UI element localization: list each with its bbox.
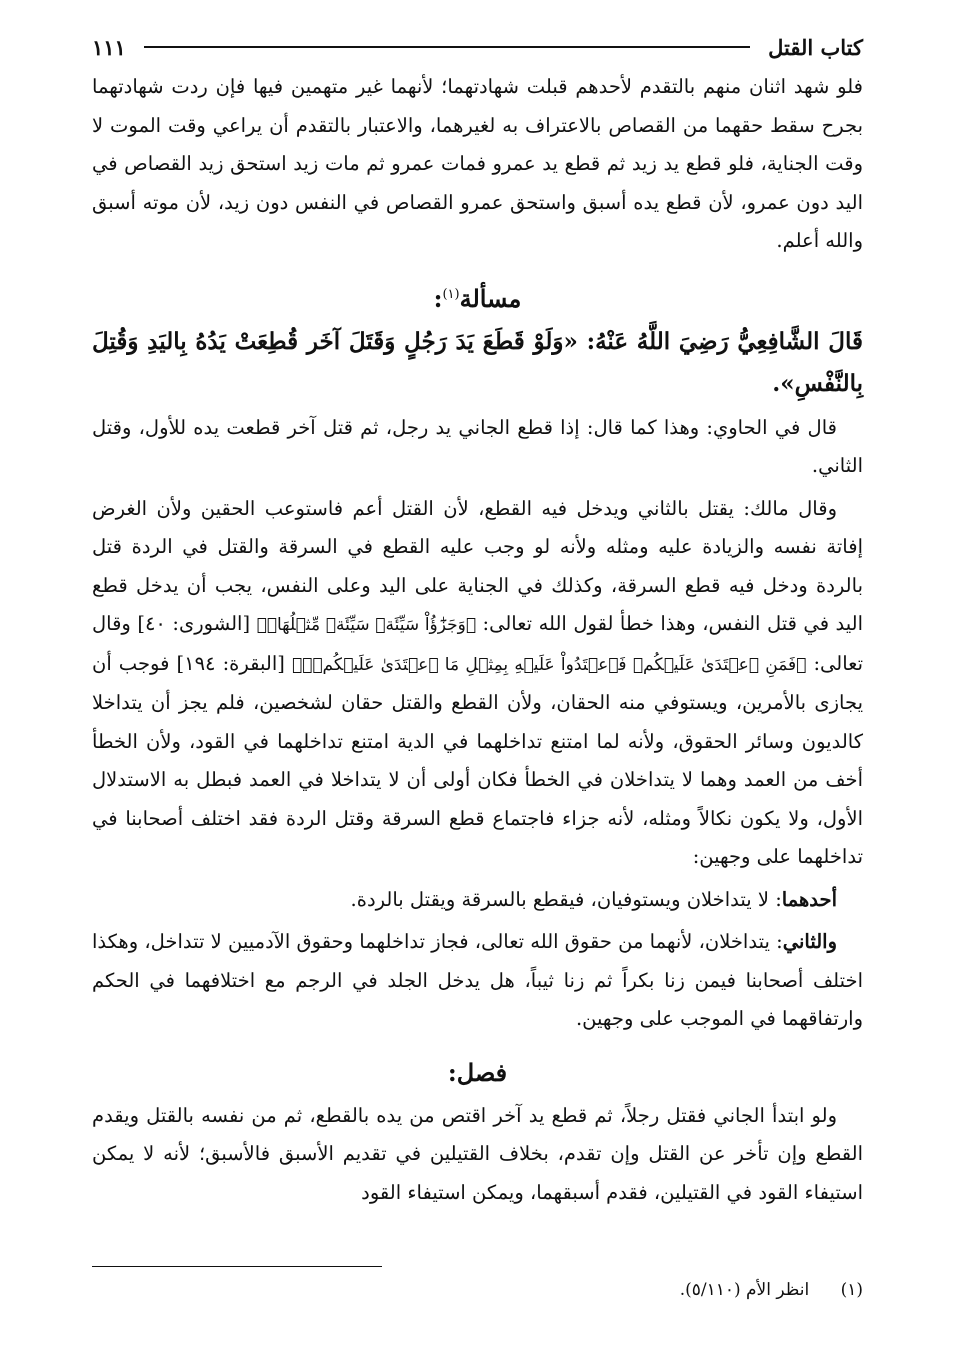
footnote-divider (92, 1266, 382, 1267)
matn-text: قَالَ الشَّافِعِيُّ رَضِيَ اللَّهُ عَنْهُ: «وَلَوْ قَطَعَ يَدَ رَجُلٍ وَقَتَلَ آخَر قُطِعَتْ يَدُهُ بِاليَدِ وَقُتِلَ بِالنَّفْسِ». (92, 327, 863, 397)
malik-text-b: [الشورى: ٤٠] وقال تعالى: (92, 612, 864, 675)
second-opinion (92, 923, 863, 1039)
quran-verse-shura: ﴿وَجَزَٰٓؤُاْ سَيِّئَةٖ سَيِّئَةٞ مِّثۡلُهَاۚ﴾ (256, 615, 477, 635)
hawi-paragraph: قال في الحاوي: وهذا كما قال: إذا قطع الجاني يد رجل، ثم قتل آخر قطعت يده للأول، وقتل الثاني. (92, 415, 863, 477)
malik-text-c: [البقرة: ١٩٤] فوجب أن يجازى بالأمرين، ويستوفي منه الحقان، ولأن القطع والقتل حقان لشخصين، فلم يجز أن يتداخلا كالديون وسائر الحقوق، ولأنه لما امتنع تداخلهما في الدية امتنع تداخلهما في القود، ولأن الخطأ أخف من العمد وهما لا يتداخلان في الخطأ فكان أولى أن لا يتداخلا في العمد فبطل به الاستدلال الأول، ولا يكون نكالاً ومثله، لأنه جزاء فاجتماع قطع السرقة وقتل الردة فقد اختلف أصحابنا في تداخلهما على وجهين: (92, 651, 863, 868)
masala-heading (92, 275, 863, 319)
malik-text-a: وقال مالك: يقتل بالثاني ويدخل فيه القطع، لأن القتل أعم فاستوعب الحقين ولأن الغرض إفاتة نفسه والزيادة عليه ومثله ولأنه لو وجب عليه القطع في السرقة والقتل في الردة قتل بالردة ودخل فيه قطع السرقة، وكذلك في الجناية على اليد وعلى النفس، يجب أن يدخل قطع اليد في قتل النفس، وهذا خطأ لقول الله تعالى: (92, 496, 863, 635)
footnote (680, 1280, 863, 1300)
book-title: كتاب القتل (768, 34, 863, 60)
opening-paragraph: فلو شهد اثنان منهم بالتقدم لأحدهم قبلت شهادتهما؛ لأنهما غير متهمين فيها فإن ردت شهادتهما بجرح سقط حقهما من القصاص بالاعتراف به لغيرهما، والاعتبار بالتقدم أن يراعي وقت الموت لا وقت الجناية، فلو قطع يد زيد ثم قطع يد عمرو فمات عمرو ثم مات زيد استحق زيد القصاص في اليد دون عمرو، لأن قطع يده أسبق واستحق عمرو القصاص في النفس دون زيد، لأن موته أسبق والله أعلم. (92, 75, 863, 252)
second-opinion-label: والثاني (782, 930, 837, 953)
first-opinion-text: : لا يتداخلان ويستوفيان، فيقطع بالسرقة ويقتل بالردة. (350, 887, 782, 911)
header-rule (144, 46, 750, 48)
quran-verse-baqara: ﴿فَمَنِ ٱعۡتَدَىٰ عَلَيۡكُمۡ فَٱعۡتَدُواْ عَلَيۡهِ بِمِثۡلِ مَا ٱعۡتَدَىٰ عَلَيۡكُمۡۚ﴾ (291, 654, 807, 675)
masala-heading-colon: : (433, 283, 443, 313)
footnote-number: (١) (840, 1280, 863, 1300)
page-number: ١١١ (92, 34, 126, 60)
footnote-text: انظر الأم (٥/١١٠). (679, 1280, 810, 1300)
book-page (92, 30, 863, 1212)
footnote-ref[interactable]: (١) (442, 286, 460, 302)
first-opinion-label: أحدهما (781, 887, 837, 911)
running-header (92, 30, 863, 64)
masala-heading-text: مسألة (459, 283, 522, 313)
fasl-paragraph: ولو ابتدأ الجاني فقتل رجلاً، ثم قطع يد آخر اقتص من يده بالقطع، ثم من نفسه بالقتل ويقدم القطع وإن تأخر عن القتل وإن تقدم، بخلاف القتيلين في تقديم الأسبق فالأسبق؛ لأنه لا يمكن استيفاء القود في القتيلين، فقدم أسبقهما، ويمكن استيفاء القود (92, 1103, 863, 1204)
second-opinion-text: : يتداخلان، لأنهما من حقوق الله تعالى، فجاز تداخلهما وحقوق الآدميين لا تتداخل، وهكذا اختلف أصحابنا فيمن زنا بكراً ثم زنا ثيباً، هل يدخل الجلد في الرجم مع اختلافهما في الحكم وارتفاقهما في الموجب على وجهين. (92, 930, 863, 1030)
malik-paragraph (92, 490, 863, 877)
first-opinion (92, 881, 863, 920)
fasl-heading: فصل: (447, 1057, 508, 1087)
